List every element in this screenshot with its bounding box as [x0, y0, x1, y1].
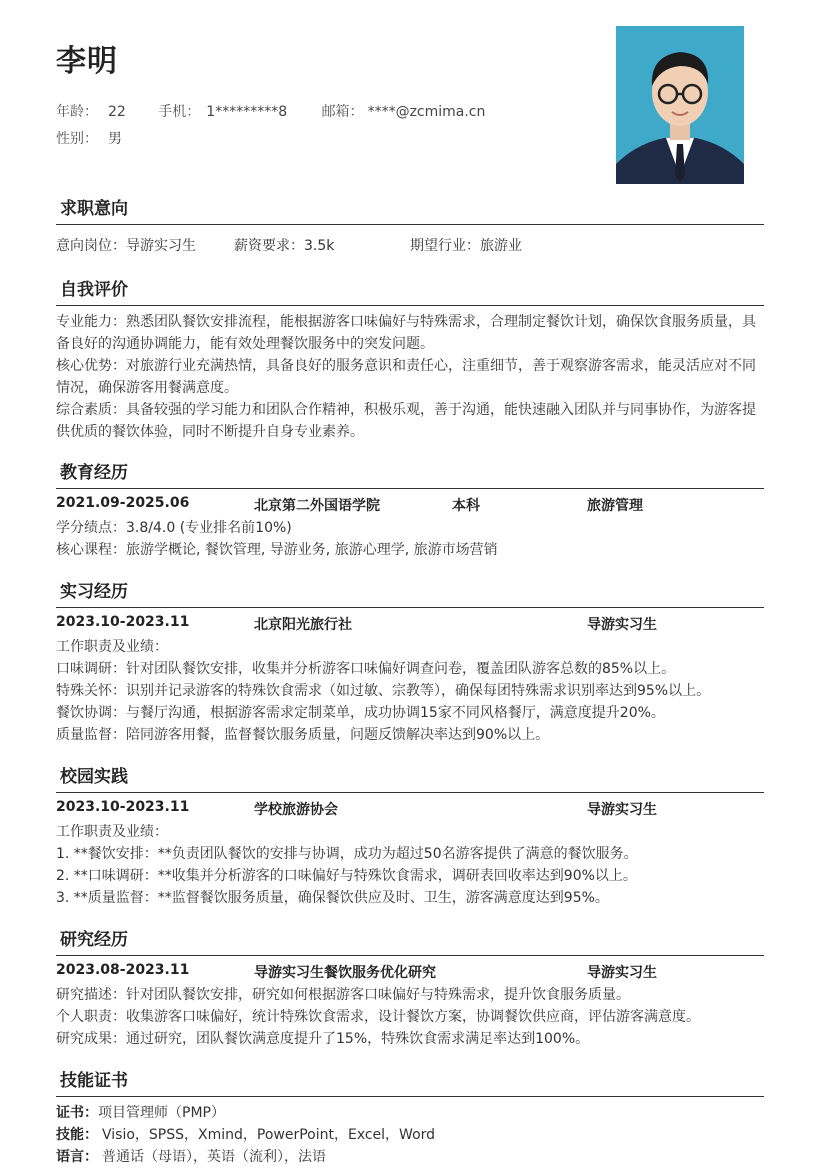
- age-value: 22: [108, 104, 126, 120]
- intent-salary: 薪资要求：3.5k: [234, 238, 335, 254]
- education-line: 核心课程：旅游学概论, 餐饮管理, 导游业务, 旅游心理学, 旅游市场营销: [56, 542, 498, 558]
- language-value: 普通话（母语），英语（流利），法语: [102, 1149, 326, 1165]
- contact-row: [56, 101, 485, 121]
- section-title: 实习经历: [56, 580, 764, 608]
- language-row: [56, 1146, 764, 1168]
- campus-entry-header: [56, 797, 764, 821]
- age-label: 年龄：: [56, 104, 98, 120]
- section-campus-practice: [56, 765, 764, 909]
- campus-line: 工作职责及业绩：: [56, 824, 168, 840]
- section-skills: [56, 1069, 764, 1168]
- internship-line: 特殊关怀：识别并记录游客的特殊饮食需求（如过敏、宗教等），确保每团特殊需求识别率达到95%以上。: [56, 683, 711, 699]
- education-line: 学分绩点：3.8/4.0 (专业排名前10%): [56, 520, 292, 536]
- self-eval-paragraph: 核心优势：对旅游行业充满热情，具备良好的服务意识和责任心，注重细节，善于观察游客需求，能灵活应对不同情况，确保游客用餐满意度。: [56, 358, 756, 396]
- education-school: 北京第二外国语学院: [254, 498, 380, 514]
- gender-value: 男: [108, 131, 122, 147]
- portrait-illustration: [616, 26, 744, 184]
- campus-org: 学校旅游协会: [254, 802, 338, 818]
- internship-line: 口味调研：针对团队餐饮安排，收集并分析游客口味偏好调查问卷，覆盖团队游客总数的85%以上。: [56, 661, 676, 677]
- cert-label: 证书：: [56, 1105, 98, 1121]
- section-title: 教育经历: [56, 461, 764, 489]
- email-value: ****@zcmima.cn: [367, 104, 486, 120]
- intent-industry: 期望行业：旅游业: [410, 238, 522, 254]
- section-education: [56, 461, 764, 561]
- email-label: 邮箱：: [321, 104, 364, 120]
- research-entry-header: [56, 960, 764, 984]
- research-role: 导游实习生: [587, 965, 657, 981]
- section-title: 校园实践: [56, 765, 764, 793]
- cert-value: 项目管理师（PMP）: [98, 1105, 225, 1121]
- research-line: 研究描述：针对团队餐饮安排，研究如何根据游客口味偏好与特殊需求，提升饮食服务质量。: [56, 987, 630, 1003]
- research-date: 2023.08-2023.11: [56, 962, 190, 978]
- section-title: 自我评价: [56, 278, 764, 306]
- intent-row: [56, 233, 764, 257]
- section-title: 研究经历: [56, 928, 764, 956]
- section-self-evaluation: [56, 278, 764, 443]
- section-title: 技能证书: [56, 1069, 764, 1097]
- language-label: 语言：: [56, 1149, 98, 1165]
- research-line: 研究成果：通过研究，团队餐饮满意度提升了15%，特殊饮食需求满足率达到100%。: [56, 1031, 590, 1047]
- campus-line: 2. **口味调研：**收集并分析游客的口味偏好与特殊饮食需求，调研表回收率达到90%以上。: [56, 868, 637, 884]
- campus-role: 导游实习生: [587, 802, 657, 818]
- phone-label: 手机：: [158, 104, 201, 120]
- internship-line: 工作职责及业绩：: [56, 639, 168, 655]
- education-date: 2021.09-2025.06: [56, 495, 190, 511]
- research-topic: 导游实习生餐饮服务优化研究: [254, 965, 436, 981]
- education-major: 旅游管理: [587, 498, 643, 514]
- self-eval-paragraph: 综合素质：具备较强的学习能力和团队合作精神，积极乐观，善于沟通，能快速融入团队并与同事协作，为游客提供优质的餐饮体验，同时不断提升自身专业素养。: [56, 402, 756, 440]
- internship-org: 北京阳光旅行社: [254, 617, 352, 633]
- gender-label: 性别：: [56, 131, 98, 147]
- gender-row: [56, 128, 122, 148]
- campus-line: 3. **质量监督：**监督餐饮服务质量，确保餐饮供应及时、卫生，游客满意度达到95%。: [56, 890, 609, 906]
- profile-photo: [616, 26, 744, 184]
- education-degree: 本科: [452, 498, 480, 514]
- skill-label: 技能：: [56, 1127, 98, 1143]
- internship-role: 导游实习生: [587, 617, 657, 633]
- research-line: 个人职责：收集游客口味偏好，统计特殊饮食需求，设计餐饮方案，协调餐饮供应商，评估游客满意度。: [56, 1009, 700, 1025]
- section-job-intent: [56, 197, 764, 257]
- education-entry-header: [56, 493, 764, 517]
- internship-entry-header: [56, 612, 764, 636]
- cert-row: [56, 1102, 764, 1124]
- section-research: [56, 928, 764, 1050]
- campus-date: 2023.10-2023.11: [56, 799, 190, 815]
- candidate-name: 李明: [56, 44, 118, 79]
- section-internship: [56, 580, 764, 746]
- internship-line: 餐饮协调：与餐厅沟通，根据游客需求定制菜单，成功协调15家不同风格餐厅，满意度提升20%。: [56, 705, 665, 721]
- campus-line: 1. **餐饮安排：**负责团队餐饮的安排与协调，成功为超过50名游客提供了满意的餐饮服务。: [56, 846, 638, 862]
- self-eval-paragraph: 专业能力：熟悉团队餐饮安排流程，能根据游客口味偏好与特殊需求，合理制定餐饮计划，确保饮食服务质量，具备良好的沟通协调能力，能有效处理餐饮服务中的突发问题。: [56, 314, 756, 352]
- skill-row: [56, 1124, 764, 1146]
- section-title: 求职意向: [56, 197, 764, 225]
- intent-position: 意向岗位：导游实习生: [56, 238, 196, 254]
- phone-value: 1*********8: [206, 104, 288, 120]
- internship-date: 2023.10-2023.11: [56, 614, 190, 630]
- skill-value: Visio，SPSS，Xmind，PowerPoint，Excel，Word: [102, 1127, 436, 1143]
- internship-line: 质量监督：陪同游客用餐，监督餐饮服务质量，问题反馈解决率达到90%以上。: [56, 727, 550, 743]
